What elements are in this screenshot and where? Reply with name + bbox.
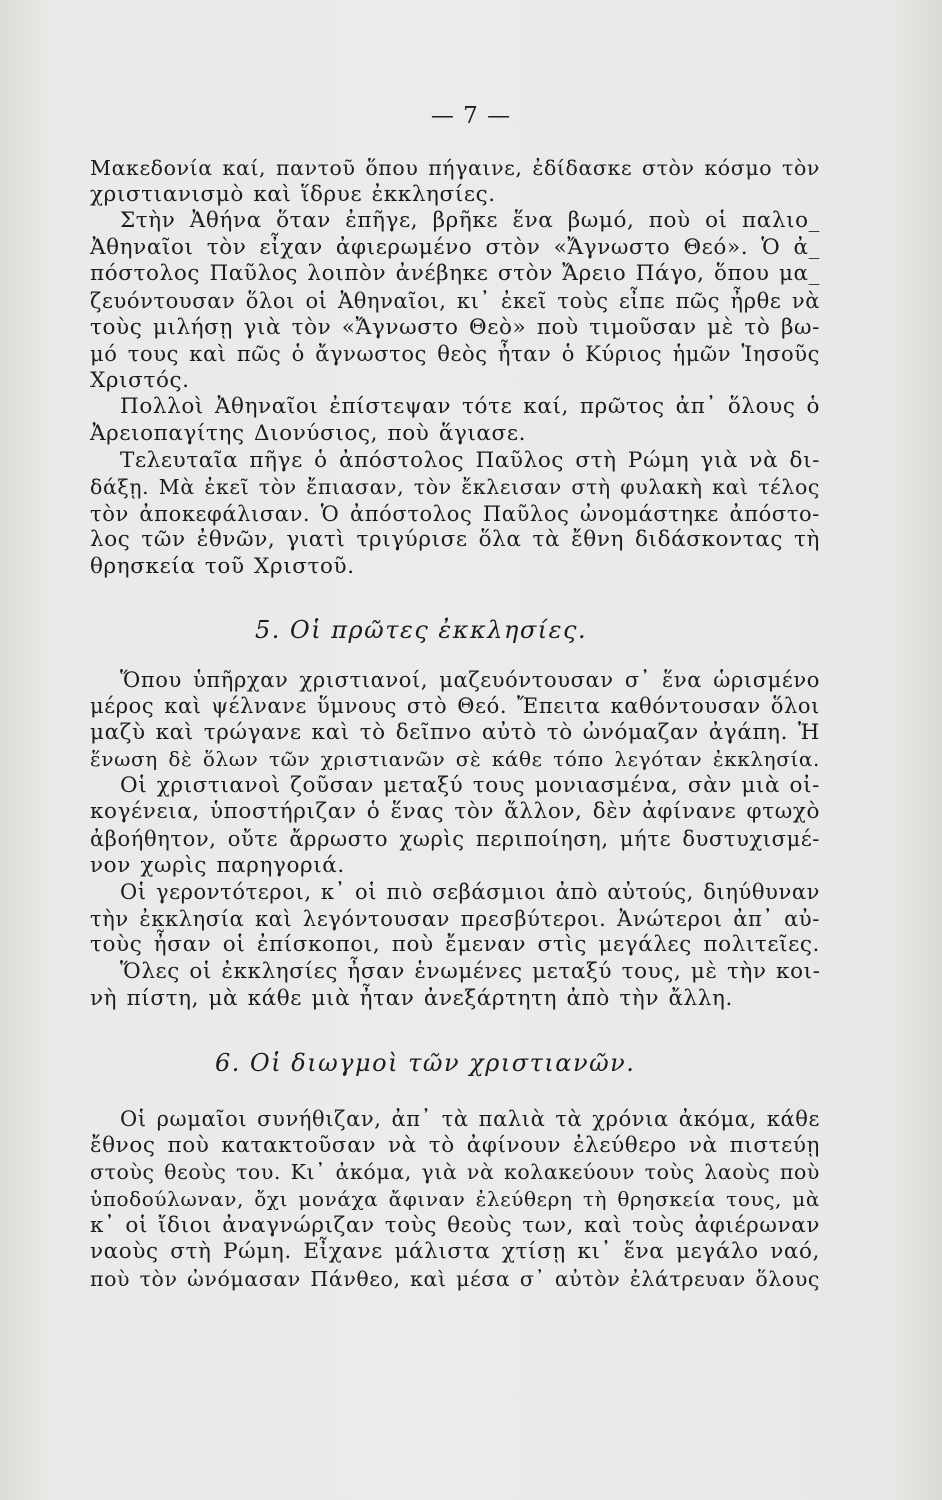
text-line: Στὴν Ἀθήνα ὅταν ἐπῆγε, βρῆκε ἕνα βωμό, ποὺ οἱ παλιο_ xyxy=(120,208,820,234)
text-line: κογένεια, ὑποστήριζαν ὁ ἕνας τὸν ἄλλον, δὲν ἀφίνανε φτωχὸ xyxy=(90,799,820,825)
text-line: Πολλοὶ Ἀθηναῖοι ἐπίστεψαν τότε καί, πρῶτος ἀπ᾽ ὅλους ὁ xyxy=(120,394,820,420)
section-heading: 5. Οἱ πρῶτες ἐκκλησίες. xyxy=(255,615,588,644)
text-line: ζευόντουσαν ὅλοι οἱ Ἀθηναῖοι, κι᾽ ἐκεῖ τοὺς εἶπε πῶς ἦρθε νὰ xyxy=(90,288,820,313)
page-number: — 7 — xyxy=(430,103,512,129)
text-line: ἕνωση δὲ ὅλων τῶν χριστιανῶν σὲ κάθε τόπο λεγόταν ἐκκλησία. xyxy=(90,747,820,772)
text-line: νον χωρὶς παρηγοριά. xyxy=(90,852,345,878)
section-heading: 6. Οἱ διωγμοὶ τῶν χριστιανῶν. xyxy=(215,1049,636,1078)
text-line: Ὅλες οἱ ἐκκλησίες ἦσαν ἑνωμένες μεταξύ τους, μὲ τὴν κοι- xyxy=(120,959,821,985)
text-line: στοὺς θεοὺς του. Κι᾽ ἀκόμα, γιὰ νὰ κολακεύουν τοὺς λαοὺς ποὺ xyxy=(90,1160,820,1185)
page-body xyxy=(90,155,820,1292)
text-line: ναοὺς στὴ Ρώμη. Εἶχανε μάλιστα χτίσῃ κι᾽ ἕνα μεγάλο ναό, xyxy=(90,1239,820,1265)
text-line: δάξῃ. Μὰ ἐκεῖ τὸν ἔπιασαν, τὸν ἔκλεισαν στὴ φυλακὴ καὶ τέλος xyxy=(90,475,820,500)
text-line: μέρος καὶ ψέλνανε ὕμνους στὸ Θεό. Ἔπειτα καθόντουσαν ὅλοι xyxy=(90,694,820,719)
text-line: Μακεδονία καί, παντοῦ ὅπου πήγαινε, ἐδίδασκε στὸν κόσμο τὸν xyxy=(90,156,820,180)
text-line: ἔθνος ποὺ κατακτοῦσαν νὰ τὸ ἀφίνουν ἐλεύθερο νὰ πιστεύῃ xyxy=(90,1132,820,1158)
text-line: Ἀθηναῖοι τὸν εἶχαν ἀφιερωμένο στὸν «Ἄγνωστο Θεό». Ὁ ἀ_ xyxy=(90,234,820,260)
text-line: πόστολος Παῦλος λοιπὸν ἀνέβηκε στὸν Ἄρειο Πάγο, ὅπου μα_ xyxy=(90,261,820,287)
text-line: τὴν ἐκκλησία καὶ λεγόντουσαν πρεσβύτεροι. Ἀνώτεροι ἀπ᾽ αὐ- xyxy=(90,906,820,931)
text-line: χριστιανισμὸ καὶ ἵδρυε ἐκκλησίες. xyxy=(90,181,496,207)
text-line: θρησκεία τοῦ Χριστοῦ. xyxy=(90,553,355,579)
text-line: λος τῶν ἐθνῶν, γιατὶ τριγύρισε ὅλα τὰ ἔθνη διδάσκοντας τὴ xyxy=(90,527,820,553)
text-line: Ἀρειοπαγίτης Διονύσιος, ποὺ ἅγιασε. xyxy=(90,420,527,446)
text-line: ὑποδούλωναν, ὄχι μονάχα ἄφιναν ἐλεύθερη τὴ θρησκεία τους, μὰ xyxy=(90,1187,820,1211)
text-line: μό τους καὶ πῶς ὁ ἄγνωστος θεὸς ἦταν ὁ Κύριος ἡμῶν Ἰησοῦς xyxy=(90,342,820,367)
text-line: Τελευταῖα πῆγε ὁ ἀπόστολος Παῦλος στὴ Ρώμη γιὰ νὰ δι- xyxy=(120,447,820,473)
text-line: μαζὺ καὶ τρώγανε καὶ τὸ δεῖπνο αὐτὸ τὸ ὠνόμαζαν ἀγάπη. Ἡ xyxy=(90,719,820,745)
text-line: τοὺς ἦσαν οἱ ἐπίσκοποι, ποὺ ἔμεναν στὶς μεγάλες πολιτεῖες. xyxy=(90,932,820,958)
text-line: νὴ πίστη, μὰ κάθε μιὰ ἦταν ἀνεξάρτητη ἀπὸ τὴν ἄλλη. xyxy=(90,985,733,1011)
text-line: Ὅπου ὑπῆρχαν χριστιανοί, μαζευόντουσαν σ᾽ ἕνα ὡρισμένο xyxy=(120,667,820,692)
text-line: κ᾽ οἱ ἴδιοι ἀναγνώριζαν τοὺς θεοὺς των, καὶ τοὺς ἀφιέρωναν xyxy=(90,1212,820,1238)
text-line: Οἱ ρωμαῖοι συνήθιζαν, ἀπ᾽ τὰ παλιὰ τὰ χρόνια ἀκόμα, κάθε xyxy=(120,1107,820,1132)
section-5-body xyxy=(90,667,820,1013)
section-top xyxy=(90,155,820,581)
text-line: Οἱ χριστιανοὶ ζοῦσαν μεταξύ τους μονιασμένα, σὰν μιὰ οἰ- xyxy=(120,772,820,798)
text-line: ἀβοήθητον, οὔτε ἄρρωστο χωρὶς περιποίηση, μήτε δυστυχισμέ- xyxy=(90,827,820,852)
section-6-body xyxy=(90,1106,820,1292)
text-line: ποὺ τὸν ὠνόμασαν Πάνθεο, καὶ μέσα σ᾽ αὐτὸν ἐλάτρευαν ὅλους xyxy=(90,1266,820,1291)
text-line: Οἱ γεροντότεροι, κ᾽ οἱ πιὸ σεβάσμιοι ἀπὸ αὐτούς, διηύθυναν xyxy=(120,880,820,905)
text-line: Χριστός. xyxy=(90,367,190,393)
text-line: τὸν ἀποκεφάλισαν. Ὁ ἀπόστολος Παῦλος ὠνομάστηκε ἀπόστο- xyxy=(90,501,820,526)
text-line: τοὺς μιλήσῃ γιὰ τὸν «Ἄγνωστο Θεὸ» ποὺ τιμοῦσαν μὲ τὸ βω- xyxy=(90,314,820,340)
